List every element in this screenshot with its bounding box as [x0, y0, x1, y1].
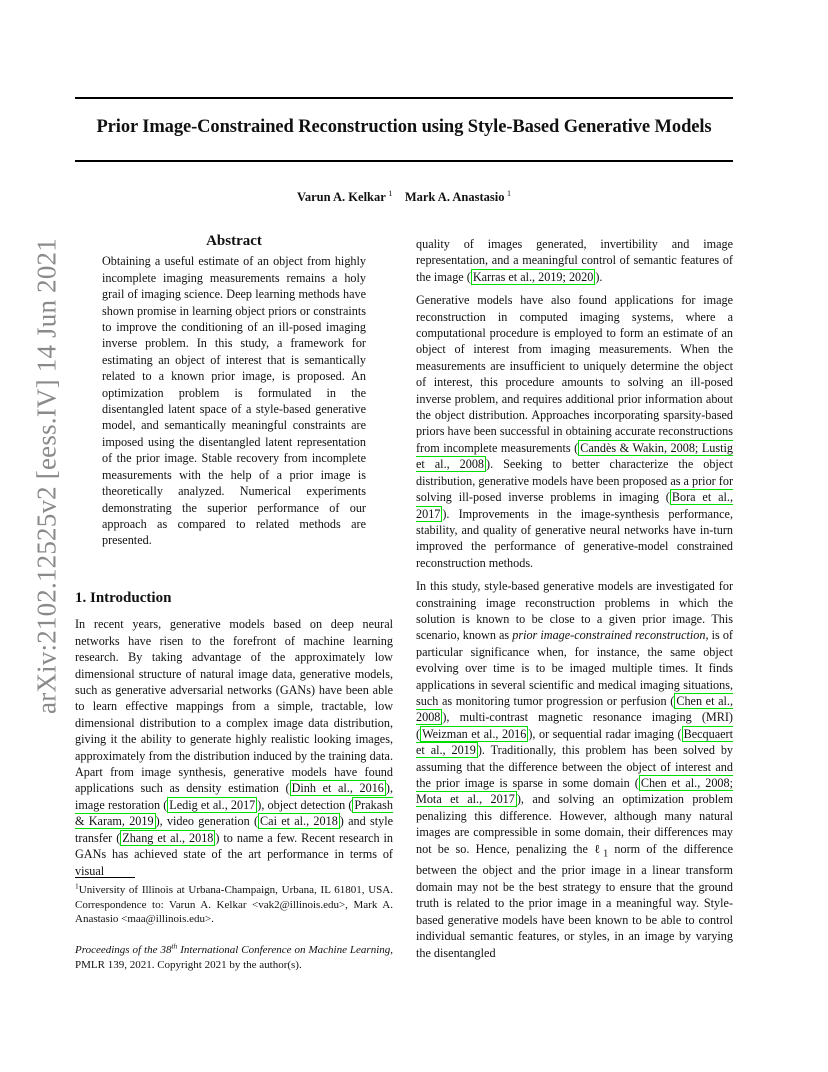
emphasis-text: prior image-constrained reconstruction	[512, 628, 706, 643]
citation-link[interactable]: Dinh et al., 2016	[291, 781, 384, 796]
proceedings-note	[75, 943, 393, 972]
paragraph	[416, 578, 733, 961]
body-text: ). Improvements in the image-synthesis performance, stability, and quality of generative neural networks have in-turn improved the performance of generative-model constrained reconstruction methods.	[416, 506, 733, 570]
citation-link[interactable]: Weizman et al., 2016	[422, 726, 527, 741]
author-affiliation-mark: 1	[507, 188, 511, 198]
paragraph	[416, 292, 733, 571]
right-column	[416, 236, 733, 968]
paragraph	[416, 236, 733, 285]
proceedings-text: , PMLR 139, 2021. Copyright 2021 by the author(s).	[75, 944, 393, 971]
author-name: Mark A. Anastasio	[404, 190, 505, 204]
citation-link[interactable]: Cai et al., 2018	[260, 814, 338, 829]
citation-link[interactable]: Becquaert et al., 2019	[416, 726, 733, 758]
footnote-text: University of Illinois at Urbana-Champaign, Urbana, IL 61801, USA. Correspondence to: Varun A. Kelkar <vak2@illinois.edu>, Mark A. Anastasio <maa@illinois.edu>.	[75, 884, 393, 925]
abstract-heading: Abstract	[206, 233, 262, 249]
citation-link[interactable]: Prakash & Karam, 2019	[75, 797, 393, 829]
introduction-heading: 1. Introduction	[75, 590, 172, 606]
citation-link[interactable]: Zhang et al., 2018	[122, 830, 214, 845]
arxiv-stamp: arXiv:2102.12525v2 [eess.IV] 14 Jun 2021	[31, 238, 62, 714]
abstract-text: Obtaining a useful estimate of an object from highly incomplete imaging measurements remains a holy grail of imaging science. Deep learning methods have shown promise in learning object priors or constraints to improve the conditioning of an ill-posed imaging inverse problem. In this study, a framework for estimating an object of interest that is semantically related to a known prior image, is proposed. An optimization problem is formulated in the disentangled latent space of a style-based generative model, and semantically meaningful constraints are imposed using the disentangled latent representation of the prior image. Stable recovery from incomplete measurements with the help of a prior image is theoretically analyzed. Numerical experiments demonstrating the superior performance of our approach as compared to related methods are presented.	[102, 254, 366, 548]
body-text: ) to name a few. Recent research in GANs has achieved state of the art performance in terms of visual	[75, 830, 393, 878]
citation-link[interactable]: Candès & Wakin, 2008; Lustig et al., 2008	[416, 440, 733, 472]
author-affiliation-mark: 1	[388, 188, 393, 198]
title-bottom-rule	[75, 160, 733, 162]
introduction-paragraph	[75, 616, 393, 879]
body-text: quality of images generated, invertibility and image representation, and a meaningful control of semantic features of the image (	[416, 237, 733, 284]
body-text: ).	[595, 269, 603, 284]
citation-link[interactable]: Chen et al., 2008	[416, 693, 733, 725]
body-text: ), video generation (	[155, 814, 259, 829]
citation-link[interactable]: Chen et al., 2008; Mota et al., 2017	[416, 776, 734, 807]
title-top-rule	[75, 97, 733, 99]
body-text: In recent years, generative models based on deep neural networks have risen to the forefront of machine learning research. By taking advantage of the approximately low dimensional structure of natural image data, generative models, such as generative adversarial networks (GANs) have been able to learn effective mappings from a simple, tractable, low dimensional distribution to a complex image data distribution, giving it the ability to generate highly realistic looking images, approximately from the distribution induced by the training data. Apart from image synthesis, generative models have found applications such as density estimation (	[75, 617, 393, 796]
body-text: ) and style transfer (	[75, 814, 393, 845]
citation-link[interactable]: Bora et al., 2017	[416, 490, 733, 521]
paper-title: Prior Image-Constrained Reconstruction using Style-Based Generative Models	[96, 117, 712, 137]
footnote-rule	[75, 877, 135, 878]
author-list	[75, 190, 733, 205]
citation-link[interactable]: Ledig et al., 2017	[169, 797, 256, 812]
footnote-mark: 1	[75, 881, 79, 891]
body-text: In this study, style-based generative models are investigated for constraining image reconstruction problems in which the solution is known to be close to a given prior image. This scenario, known as	[416, 579, 733, 643]
body-text: ). Traditionally, this problem has been solved by assuming that the difference between the object of interest and the prior image is sparse in some domain (	[416, 743, 734, 790]
body-text: ), object detection (	[257, 797, 353, 812]
introduction-section	[75, 590, 393, 879]
body-text: ), image restoration (	[75, 781, 394, 812]
body-text: , is of particular significance when, for instance, the same object evolving over time is to be imaged multiple times. It finds applications in several scientific and medical imaging situations, such as monitoring tumor progression or perfusion (	[416, 628, 733, 708]
body-text: ). Seeking to better characterize the object distribution, generative models have been proposed as a prior for solving ill-posed inverse problems in imaging (	[416, 457, 734, 505]
citation-link[interactable]: Karras et al., 2019; 2020	[472, 269, 594, 284]
body-text: ), or sequential radar imaging (	[528, 726, 682, 741]
body-text: norm of the difference between the object and the prior image in a linear transform domain may not be the best strategy to ensure that the ground truth is related to the prior image in a meaningful way. Style-based generative models have been known to be able to control individual semantic features, or styles, in an image by varying the disentangled	[416, 841, 733, 960]
abstract-section	[102, 233, 366, 549]
affiliation-footnote	[75, 883, 393, 927]
body-text: Generative models have also found applications for image reconstruction in computed imaging systems, where a computational procedure is employed to form an estimate of an object of interest from imaging measurements. When the measurements are insufficient to uniquely determine the object of interest, this procedure amounts to solving an ill-posed inverse problem, and requires additional prior information about the object distribution. Approaches incorporating sparsity-based priors have been successful in obtaining accurate reconstructions from incomplete measurements (	[416, 293, 733, 455]
body-text: ), multi-contrast magnetic resonance imaging (MRI) (	[416, 710, 733, 741]
subscript: 1	[603, 848, 609, 860]
author-name: Varun A. Kelkar	[297, 190, 386, 204]
body-text: ), and solving an optimization problem penalizing this difference. However, although many natural images are compressible in some domain, their differences may not be so. Hence, penalizing the ℓ	[416, 792, 733, 856]
proceedings-italic: Proceedings of the 38th International Conference on Machine Learning	[75, 941, 391, 956]
